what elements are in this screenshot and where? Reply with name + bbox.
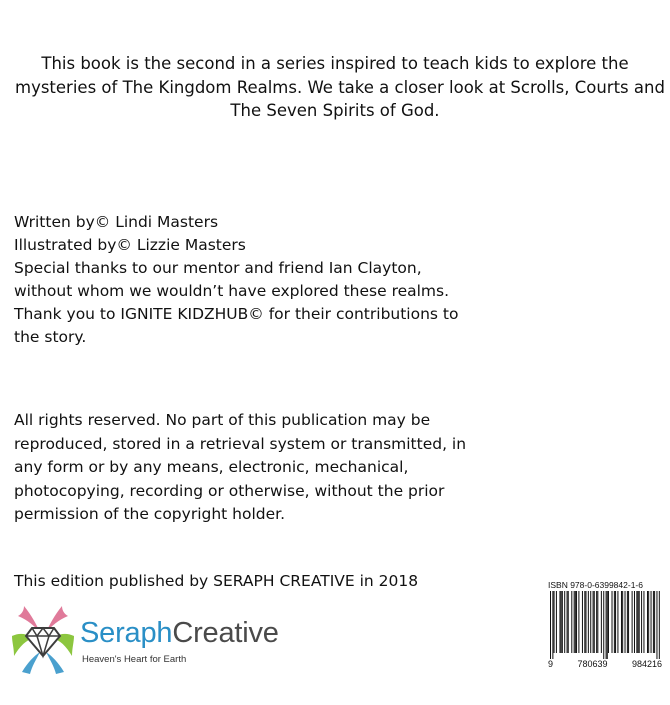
barcode-bar: [601, 591, 602, 653]
barcode-bar: [636, 591, 637, 653]
diamond-wings-icon: [10, 602, 76, 674]
barcode-bar: [597, 591, 598, 653]
barcode-bar: [584, 591, 585, 653]
barcode-bar: [656, 591, 657, 659]
intro-line: mysteries of The Kingdom Realms. We take a closer look at Scrolls, Courts and: [15, 77, 665, 97]
barcode-bar: [622, 591, 623, 653]
barcode-digit-first: 9: [548, 659, 554, 669]
barcode-bar: [651, 591, 652, 653]
rights-line: any form or by any means, electronic, mechanical,: [14, 458, 409, 476]
intro-paragraph: [15, 52, 665, 123]
barcode-bar: [634, 591, 635, 653]
barcode-bar: [614, 591, 615, 653]
credits-line: Written by© Lindi Masters: [14, 213, 219, 231]
barcode-bar: [594, 591, 595, 653]
barcode-bar: [621, 591, 622, 653]
barcode-bar: [554, 591, 555, 653]
rights-notice: [14, 409, 467, 527]
logo-word-creative: Creative: [172, 617, 279, 649]
credits-line: Illustrated by© Lizzie Masters: [14, 236, 246, 254]
rights-line: permission of the copyright holder.: [14, 505, 286, 523]
barcode-bar: [608, 591, 609, 653]
rights-line: All rights reserved. No part of this publication may be: [14, 411, 431, 429]
barcode-number: [548, 659, 662, 669]
barcode-bar: [596, 591, 597, 653]
logo-tagline: Heaven's Heart for Earth: [82, 654, 187, 665]
logo-word-seraph: Seraph: [80, 617, 173, 649]
intro-line: This book is the second in a series inspired to teach kids to explore the: [41, 54, 629, 73]
credits-line: Thank you to IGNITE KIDZHUB© for their contributions to: [14, 305, 459, 323]
barcode-bar: [564, 591, 565, 653]
barcode-bar: [627, 591, 628, 653]
barcode-bar: [654, 591, 655, 653]
barcode-bar: [588, 591, 589, 653]
edition-statement: This edition published by SERAPH CREATIVE in 2018: [14, 572, 419, 590]
barcode-bar: [606, 591, 607, 659]
barcode-bar: [648, 591, 649, 653]
barcode-bar: [561, 591, 562, 653]
rights-line: reproduced, stored in a retrieval system or transmitted, in: [14, 434, 467, 453]
barcode-bar: [575, 591, 576, 653]
barcode-bar: [647, 591, 648, 653]
barcode-bar: [659, 591, 660, 659]
barcode-bar: [568, 591, 569, 653]
barcode-bar: [574, 591, 575, 653]
barcode-digits-right: 984216: [631, 659, 662, 669]
intro-line: The Seven Spirits of God.: [230, 101, 440, 120]
credits-line: Special thanks to our mentor and friend Ian Clayton,: [14, 259, 422, 277]
barcode-bar: [582, 591, 583, 653]
barcode-bar: [641, 591, 642, 653]
barcode-bar: [593, 591, 594, 653]
barcode-bar: [617, 591, 618, 653]
barcode-bar: [552, 591, 553, 659]
barcode: [550, 591, 660, 659]
barcode-bar: [556, 591, 557, 653]
credits-line: the story.: [14, 328, 87, 346]
barcode-bar: [615, 591, 616, 653]
barcode-bar: [585, 591, 586, 653]
barcode-bar: [562, 591, 563, 653]
barcode-bar: [643, 591, 644, 653]
isbn-label: ISBN 978-0-6399842-1-6: [548, 580, 643, 590]
barcode-digits-left: 780639: [577, 659, 608, 669]
rights-line: photocopying, recording or otherwise, without the prior: [14, 481, 445, 500]
barcode-bar: [603, 591, 604, 659]
barcode-bar: [607, 591, 608, 659]
logo-wordmark: [80, 616, 279, 650]
barcode-bar: [571, 591, 572, 653]
barcode-bar: [567, 591, 568, 653]
barcode-bar: [653, 591, 654, 653]
credits-line: without whom we wouldn’t have explored these realms.: [14, 282, 450, 300]
credits-block: [14, 211, 459, 349]
barcode-bar: [625, 591, 626, 653]
barcode-bar: [550, 591, 551, 659]
barcode-bar: [638, 591, 639, 653]
barcode-bar: [578, 591, 579, 653]
barcode-bar: [612, 591, 613, 653]
barcode-bar: [632, 591, 633, 653]
publisher-logo: [10, 602, 310, 676]
barcode-bar: [590, 591, 591, 653]
barcode-bar: [628, 591, 629, 653]
barcode-bar: [576, 591, 577, 653]
barcode-bar: [559, 591, 560, 653]
barcode-bar: [639, 591, 640, 653]
